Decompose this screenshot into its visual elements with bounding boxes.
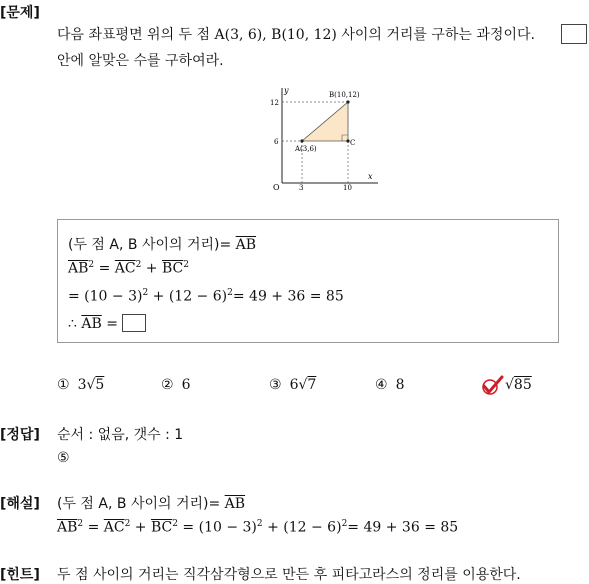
problem-points: A(3, 6), B(10, 12) xyxy=(214,27,337,43)
point-b-label: B(10,12) xyxy=(329,91,360,99)
choice-number: ① xyxy=(57,377,70,393)
hint-label: [힌트] xyxy=(0,567,40,583)
correct-check-icon xyxy=(480,375,504,397)
solution-process-box xyxy=(57,219,559,343)
explanation-expr: = (10 − 3) xyxy=(177,519,257,536)
plus: + xyxy=(130,519,151,536)
explanation-label: [해설] xyxy=(0,496,40,512)
equals: = xyxy=(94,260,115,277)
x-tick-10: 10 xyxy=(343,184,352,192)
choice-number: ③ xyxy=(269,377,282,393)
answer-line-1: 순서 : 없음, 갯수 : 1 xyxy=(57,427,184,443)
exponent: 2 xyxy=(183,260,189,270)
work-expr: + (12 − 6) xyxy=(148,288,228,305)
y-tick-6: 6 xyxy=(274,138,279,146)
segment-ab: $\overline{AB}$ xyxy=(224,496,246,512)
sqrt-symbol: √ xyxy=(298,377,308,393)
x-tick-3: 3 xyxy=(299,184,304,192)
work-line-2 xyxy=(68,260,189,277)
explanation-expr: = 49 + 36 = 85 xyxy=(347,519,459,536)
explanation-expr: + (12 − 6) xyxy=(262,519,342,536)
equals: = xyxy=(83,519,104,536)
explanation-line-2 xyxy=(57,519,458,536)
radicand: 5 xyxy=(95,377,105,393)
explanation-distance-text: (두 점 A, B 사이의 거리)= xyxy=(57,496,225,512)
segment-bc: $\overline{BC}$ xyxy=(161,260,184,277)
y-tick-12: 12 xyxy=(270,99,279,107)
answer-blank xyxy=(122,314,146,332)
radicand: 7 xyxy=(307,377,317,393)
segment-ac: $\overline{AC}$ xyxy=(114,260,136,277)
answer-blank-box xyxy=(561,24,587,44)
choice-value: 6 xyxy=(181,377,191,393)
work-line-1 xyxy=(68,234,256,254)
exponent: 2 xyxy=(124,519,131,529)
problem-label: [문제] xyxy=(0,5,40,21)
coordinate-graph xyxy=(262,84,382,194)
segment-ab: $\overline{AB}$ xyxy=(68,260,89,277)
work-distance-text: (두 점 A, B 사이의 거리)= xyxy=(68,237,236,253)
problem-text-post: 사이의 거리를 구하는 과정이다. xyxy=(336,27,535,43)
x-axis-label: x xyxy=(368,172,373,181)
choice-coef: 3 xyxy=(77,377,87,393)
work-expr: = (10 − 3) xyxy=(68,288,143,305)
answer-label: [정답] xyxy=(0,427,40,443)
choice-value: 8 xyxy=(395,377,405,393)
point-a-label: A(3,6) xyxy=(295,145,317,153)
exponent: 2 xyxy=(88,260,95,270)
origin-label: O xyxy=(273,183,280,192)
exponent: 2 xyxy=(341,519,348,529)
segment-bc: $\overline{BC}$ xyxy=(150,519,173,536)
choice-coef: 6 xyxy=(289,377,299,393)
exponent: 2 xyxy=(77,519,84,529)
exponent: 2 xyxy=(227,288,233,298)
plus: + xyxy=(141,260,162,277)
exponent: 2 xyxy=(135,260,142,270)
segment-ab: $\overline{AB}$ xyxy=(81,316,102,332)
sqrt-symbol: √ xyxy=(505,377,514,393)
problem-text-pre: 다음 좌표평면 위의 두 점 xyxy=(57,27,215,43)
exponent: 2 xyxy=(256,519,263,529)
problem-line-2: 안에 알맞은 수를 구하여라. xyxy=(57,53,224,69)
sqrt-symbol: √ xyxy=(86,377,96,393)
choice-4[interactable] xyxy=(375,377,404,393)
choice-1[interactable] xyxy=(57,377,104,393)
point-c-label: C xyxy=(350,139,356,147)
radicand: 85 xyxy=(513,377,532,393)
hint-text: 두 점 사이의 거리는 직각삼각형으로 만든 후 피타고라스의 정리를 이용한다. xyxy=(57,567,521,583)
segment-ab: $\overline{AB}$ xyxy=(235,237,257,253)
choice-3[interactable] xyxy=(269,377,316,393)
equals: = xyxy=(101,316,123,332)
choice-number: ④ xyxy=(375,377,388,393)
choice-number: ② xyxy=(161,377,174,393)
answer-line-2: ⑤ xyxy=(57,450,70,466)
work-line-4 xyxy=(68,314,146,332)
segment-ab: $\overline{AB}$ xyxy=(57,519,78,536)
choice-2[interactable] xyxy=(161,377,190,393)
right-triangle xyxy=(302,102,348,141)
choice-5[interactable] xyxy=(505,377,532,393)
explanation-line-1 xyxy=(57,493,245,513)
work-expr: = 49 + 36 = 85 xyxy=(232,288,344,305)
point-b xyxy=(346,100,349,103)
exponent: 2 xyxy=(172,519,178,529)
exponent: 2 xyxy=(142,288,149,298)
therefore-symbol: ∴ xyxy=(68,316,82,332)
point-a xyxy=(300,139,303,142)
y-axis-label: y xyxy=(284,86,289,95)
work-line-3 xyxy=(68,288,344,305)
segment-ac: $\overline{AC}$ xyxy=(103,519,125,536)
problem-line-1 xyxy=(57,24,535,44)
